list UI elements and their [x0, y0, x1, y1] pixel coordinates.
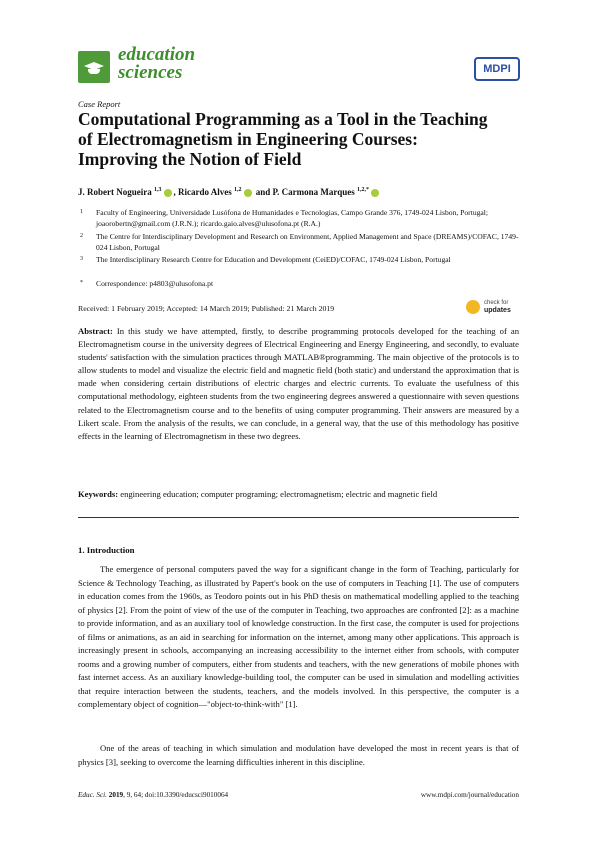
keywords-text: engineering education; computer programing; electromagnetism; electric and magnetic field	[120, 489, 438, 499]
affiliation-text: The Interdisciplinary Research Centre for Education and Development (CeiED)/COFAC, 1749-024 Lisbon, Portugal	[96, 255, 451, 264]
affiliation-number: *	[80, 280, 83, 286]
footer-doi[interactable]: , 9, 64; doi:10.3390/educsci9010064	[123, 791, 229, 799]
updates-line2: updates	[484, 307, 511, 314]
section-heading: 1. Introduction	[78, 545, 135, 555]
publication-dates: Received: 1 February 2019; Accepted: 14 March 2019; Published: 21 March 2019	[78, 304, 335, 313]
paragraph: The emergence of personal computers paved the way for a significant change in the form of Teaching, particularly for Science & Technology Teaching, as illustrated by Papert's book on the use of computers in Teaching [1]. The use of computers in education comes from the 1960s, as Teodoro points out in his PhD thesis on mathematical modelling applied to the teaching of physics [2]. From the point of view of the use of the computer in Teaching, two approaches are confronted [2]: as a machine to provide information, and as an auxiliary tool of knowledge construction. In the first case, the computer is used for projections of films or animations, as an aid in searching for information on the internet, among many other applications. This approach is increasingly present in schools, accompanying an increasing accessibility to the internet either from schools, with computer rooms and a growing number of computers, either from students and teachers, with the new generations of mobile phones with fast internet access. As an auxiliary knowledge-building tool, the computer can be used in simulation and modelling activities that require interaction between the students, teachers, and the models involved. In this perspective, the computer is a complementary object of cognition—"object-to-think-with" [1].	[78, 564, 519, 709]
author-affil-sup: 1,2	[234, 187, 242, 193]
journal-name	[118, 46, 195, 82]
footer-year: 2019	[108, 791, 124, 799]
author-name[interactable]: and P. Carmona Marques	[255, 187, 355, 197]
affiliation-number: 1	[80, 209, 83, 215]
affiliation	[80, 254, 530, 278]
affiliation-text: The Centre for Interdisciplinary Development and Research on Environment, Applied Management and Space (DREAMS)/COFAC, 1749-024 Lisbon, Portugal	[96, 232, 519, 252]
footer-url[interactable]: www.mdpi.com/journal/education	[420, 791, 519, 799]
author-affil-sup: 1,3	[154, 187, 162, 193]
article-type: Case Report	[78, 99, 121, 109]
footer-journal: Educ. Sci.	[78, 791, 107, 799]
orcid-icon[interactable]	[371, 189, 379, 197]
check-for-updates-badge[interactable]	[466, 298, 522, 318]
keywords	[78, 489, 519, 499]
paragraph: One of the areas of teaching in which simulation and modulation have developed the most in recent years is that of physics [3], seeking to overcome the learning difficulties inherent in this discipline.	[78, 743, 519, 767]
keywords-label: Keywords:	[78, 489, 119, 499]
updates-line1: check for	[484, 300, 509, 306]
affiliation-number: 3	[80, 256, 83, 262]
author-name[interactable]: Ricardo Alves	[178, 187, 232, 197]
affiliation-number: 2	[80, 233, 83, 239]
abstract-text: In this study we have attempted, firstly, to describe programming protocols developed for the teaching of an Electromagnetism course in the university degrees of Electrical Engineering and Energy Engineering, and secondly, to evaluate students' satisfaction with the simulation practices through MATLAB®programming. The main objective of the protocols is to allow students to model and visualize the electric field and magnetic field (both static) and understand the approximation that is made when considering certain distributions of electric charges and electric currents. To evaluate the usefulness of this computational methodology, eighteen students from the two engineering degrees answered a questionnaire with seven questions related to the Electromagnetism course and to the benefits of using computer programming. Their answers are measured by a Likert scale. From the analysis of the results, we can conclude, in a general way, that the use of this methodology has positive effects in the learning of Electromagnetism in these two degrees.	[78, 326, 519, 441]
affiliation-text: Faculty of Engineering, Universidade Lusófona de Humanidades e Tecnologias, Campo Grande 376, 1749-024 Lisbon, Portugal; joaorobertn@gmail.com (J.R.N.); ricardo.gaio.alves@ulusofona.pt (R.A.)	[96, 208, 489, 228]
journal-name-line2: sciences	[118, 62, 183, 83]
check-updates-icon	[466, 300, 480, 314]
divider	[78, 517, 519, 518]
affiliation-text: Correspondence: p4803@ulusofona.pt	[96, 279, 214, 288]
abstract	[78, 325, 519, 443]
author-affil-sup: 1,2,*	[357, 187, 370, 193]
affiliation	[80, 231, 530, 255]
footer-citation	[78, 791, 228, 799]
correspondence	[80, 278, 530, 290]
orcid-icon[interactable]	[244, 189, 252, 197]
publisher-logo: MDPI	[474, 57, 520, 81]
affiliation	[80, 207, 530, 231]
author-name[interactable]: J. Robert Nogueira	[78, 187, 152, 197]
author-list: J. Robert Nogueira $^{1,3}$ , Ricardo Alves $^{1,2}$ and P. Carmona Marques $^{1,2,*}$	[78, 187, 381, 197]
abstract-label: Abstract:	[78, 326, 113, 336]
journal-name-line1: education	[118, 44, 196, 65]
journal-logo-icon	[78, 51, 110, 83]
article-title: Computational Programming as a Tool in the Teaching of Electromagnetism in Engineering Courses: Improving the Notion of Field	[78, 109, 488, 169]
orcid-icon[interactable]	[164, 189, 172, 197]
